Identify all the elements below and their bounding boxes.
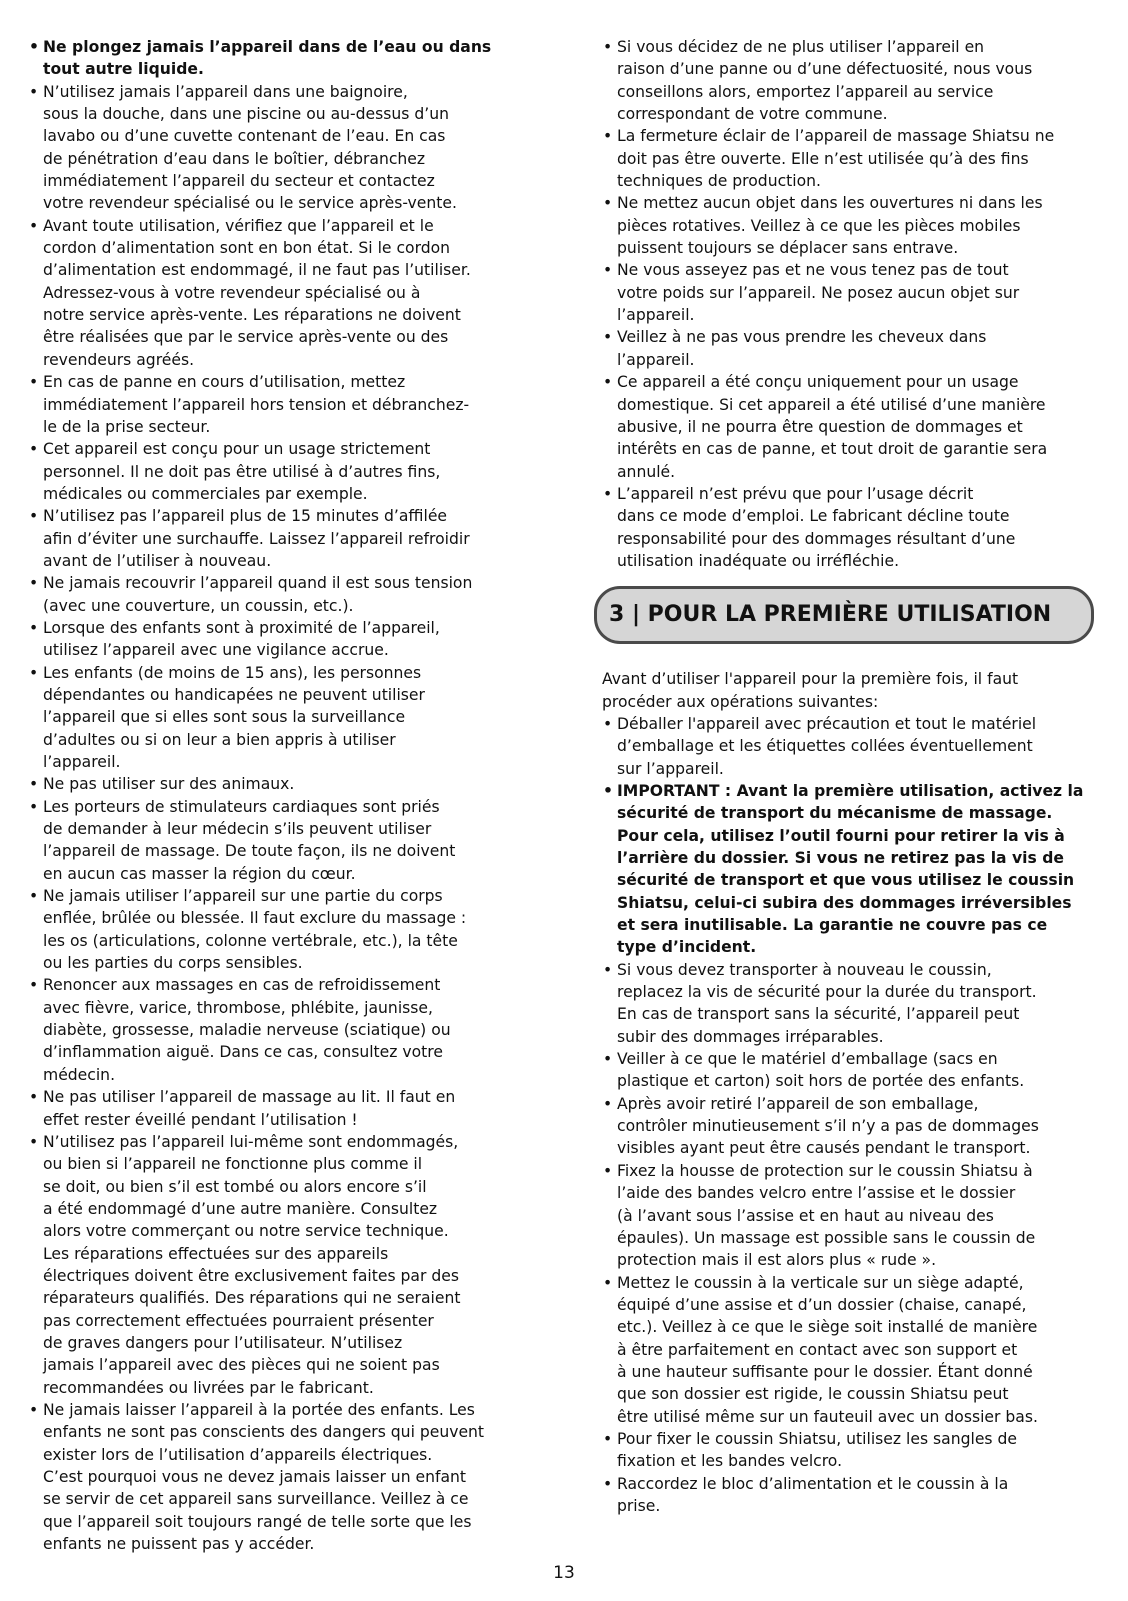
section-heading: 3 | POUR LA PREMIÈRE UTILISATION [594, 586, 1094, 644]
list-item: • Les porteurs de stimulateurs cardiaques sont priés de demander à leur médecin s’ils peuvent utiliser l’appareil de massage. De toute façon, ils ne doivent en aucun cas masser la région du cœur. [28, 796, 528, 885]
list-item: • L’appareil n’est prévu que pour l’usage décrit dans ce mode d’emploi. Le fabricant décline toute responsabilité pour des dommages résultant d’une utilisation inadéquate ou irréfléchie. [602, 483, 1102, 572]
list-item: • Veillez à ne pas vous prendre les cheveux dans l’appareil. [602, 326, 1102, 371]
list-item: • Renoncer aux massages en cas de refroidissement avec fièvre, varice, thrombose, phlébite, jaunisse, diabète, grossesse, maladie nerveuse (sciatique) ou d’inflammation aiguë. Dans ce cas, consultez votre médecin. [28, 974, 528, 1086]
list-item: • Ne vous asseyez pas et ne vous tenez pas de tout votre poids sur l’appareil. Ne posez aucun objet sur l’appareil. [602, 259, 1102, 326]
list-item: • La fermeture éclair de l’appareil de massage Shiatsu ne doit pas être ouverte. Elle n’est utilisée qu’à des fins techniques de production. [602, 125, 1102, 192]
right-column [602, 36, 1102, 1517]
list-item: • Ne jamais recouvrir l’appareil quand il est sous tension (avec une couverture, un coussin, etc.). [28, 572, 528, 617]
list-item: • Les enfants (de moins de 15 ans), les personnes dépendantes ou handicapées ne peuvent utiliser l’appareil que si elles sont sous la surveillance d’adultes ou si on leur a bien appris à utiliser l’appareil. [28, 662, 528, 774]
list-item: • Fixez la housse de protection sur le coussin Shiatsu à l’aide des bandes velcro entre l’assise et le dossier (à l’avant sous l’assise et en haut au niveau des épaules). Un massage est possible sans le coussin de protection mais il est alors plus « rude ». [602, 1160, 1102, 1272]
list-item: • Ne jamais utiliser l’appareil sur une partie du corps enflée, brûlée ou blessée. Il faut exclure du massage : les os (articulations, colonne vertébrale, etc.), la tête ou les parties du corps sensibles. [28, 885, 528, 974]
list-item: • IMPORTANT : Avant la première utilisation, activez la sécurité de transport du mécanisme de massage. Pour cela, utilisez l’outil fourni pour retirer la vis à l’arrière du dossier. Si vous ne retirez pas la vis de sécurité de transport et que vous utilisez le coussin Shiatsu, celui-ci subira des dommages irréversibles et sera inutilisable. La garantie ne couvre pas ce type d’incident. [602, 780, 1102, 959]
list-item: • Veiller à ce que le matériel d’emballage (sacs en plastique et carton) soit hors de portée des enfants. [602, 1048, 1102, 1093]
list-item: • N’utilisez pas l’appareil plus de 15 minutes d’affilée afin d’éviter une surchauffe. Laissez l’appareil refroidir avant de l’utiliser à nouveau. [28, 505, 528, 572]
left-column [28, 36, 528, 1555]
list-item: • Mettez le coussin à la verticale sur un siège adapté, équipé d’une assise et d’un dossier (chaise, canapé, etc.). Veillez à ce que le siège soit installé de manière à être parfaitement en contact avec son support et à une hauteur suffisante pour le dossier. Étant donné que son dossier est rigide, le coussin Shiatsu peut être utilisé même sur un fauteuil avec un dossier bas. [602, 1272, 1102, 1428]
safety-list-continued [602, 36, 1102, 572]
first-use-list [602, 713, 1102, 1517]
list-item: • Raccordez le bloc d’alimentation et le coussin à la prise. [602, 1473, 1102, 1518]
list-item: • Déballer l'appareil avec précaution et tout le matériel d’emballage et les étiquettes collées éventuellement sur l’appareil. [602, 713, 1102, 780]
list-item: • Ne mettez aucun objet dans les ouvertures ni dans les pièces rotatives. Veillez à ce que les pièces mobiles puissent toujours se déplacer sans entrave. [602, 192, 1102, 259]
list-item: • Ne jamais laisser l’appareil à la portée des enfants. Les enfants ne sont pas conscients des dangers qui peuvent exister lors de l’utilisation d’appareils électriques. C’est pourquoi vous ne devez jamais laisser un enfant se servir de cet appareil sans surveillance. Veillez à ce que l’appareil soit toujours rangé de telle sorte que les enfants ne puissent pas y accéder. [28, 1399, 528, 1555]
list-item: • N’utilisez jamais l’appareil dans une baignoire, sous la douche, dans une piscine ou au-dessus d’un lavabo ou d’une cuvette contenant de l’eau. En cas de pénétration d’eau dans le boîtier, débranchez immédiatement l’appareil du secteur et contactez votre revendeur spécialisé ou le service après-vente. [28, 81, 528, 215]
list-item: • Ce appareil a été conçu uniquement pour un usage domestique. Si cet appareil a été utilisé d’une manière abusive, il ne pourra être question de dommages et intérêts en cas de panne, et tout droit de garantie sera annulé. [602, 371, 1102, 483]
safety-list [28, 36, 528, 1555]
section-intro: Avant d’utiliser l'appareil pour la première fois, il faut procéder aux opérations suivantes: [602, 670, 1019, 711]
list-item: • Ne plongez jamais l’appareil dans de l’eau ou dans tout autre liquide. [28, 36, 528, 81]
list-item: • Si vous devez transporter à nouveau le coussin, replacez la vis de sécurité pour la durée du transport. En cas de transport sans la sécurité, l’appareil peut subir des dommages irréparables. [602, 959, 1102, 1048]
list-item: • Ne pas utiliser l’appareil de massage au lit. Il faut en effet rester éveillé pendant l’utilisation ! [28, 1086, 528, 1131]
list-item: • Avant toute utilisation, vérifiez que l’appareil et le cordon d’alimentation sont en bon état. Si le cordon d’alimentation est endommagé, il ne faut pas l’utiliser. Adressez-vous à votre revendeur spécialisé ou à notre service après-vente. Les réparations ne doivent être réalisées que par le service après-vente ou des revendeurs agréés. [28, 215, 528, 371]
list-item: • Cet appareil est conçu pour un usage strictement personnel. Il ne doit pas être utilisé à d’autres fins, médicales ou commerciales par exemple. [28, 438, 528, 505]
list-item: • En cas de panne en cours d’utilisation, mettez immédiatement l’appareil hors tension et débranchez- le de la prise secteur. [28, 371, 528, 438]
list-item: • N’utilisez pas l’appareil lui-même sont endommagés, ou bien si l’appareil ne fonctionne plus comme il se doit, ou bien s’il est tombé ou alors encore s’il a été endommagé d’une autre manière. Consultez alors votre commerçant ou notre service technique. Les réparations effectuées sur des appareils électriques doivent être exclusivement faites par des réparateurs qualifiés. Des réparations qui ne seraient pas correctement effectuées pourraient présenter de graves dangers pour l’utilisateur. N’utilisez jamais l’appareil avec des pièces qui ne soient pas recommandées ou livrées par le fabricant. [28, 1131, 528, 1399]
list-item: • Pour fixer le coussin Shiatsu, utilisez les sangles de fixation et les bandes velcro. [602, 1428, 1102, 1473]
list-item: • Si vous décidez de ne plus utiliser l’appareil en raison d’une panne ou d’une défectuosité, nous vous conseillons alors, emportez l’appareil au service correspondant de votre commune. [602, 36, 1102, 125]
list-item: • Lorsque des enfants sont à proximité de l’appareil, utilisez l’appareil avec une vigilance accrue. [28, 617, 528, 662]
list-item: • Ne pas utiliser sur des animaux. [28, 773, 528, 795]
list-item: • Après avoir retiré l’appareil de son emballage, contrôler minutieusement s’il n’y a pas de dommages visibles ayant peut être causés pendant le transport. [602, 1093, 1102, 1160]
page-number: 13 [553, 1563, 575, 1583]
